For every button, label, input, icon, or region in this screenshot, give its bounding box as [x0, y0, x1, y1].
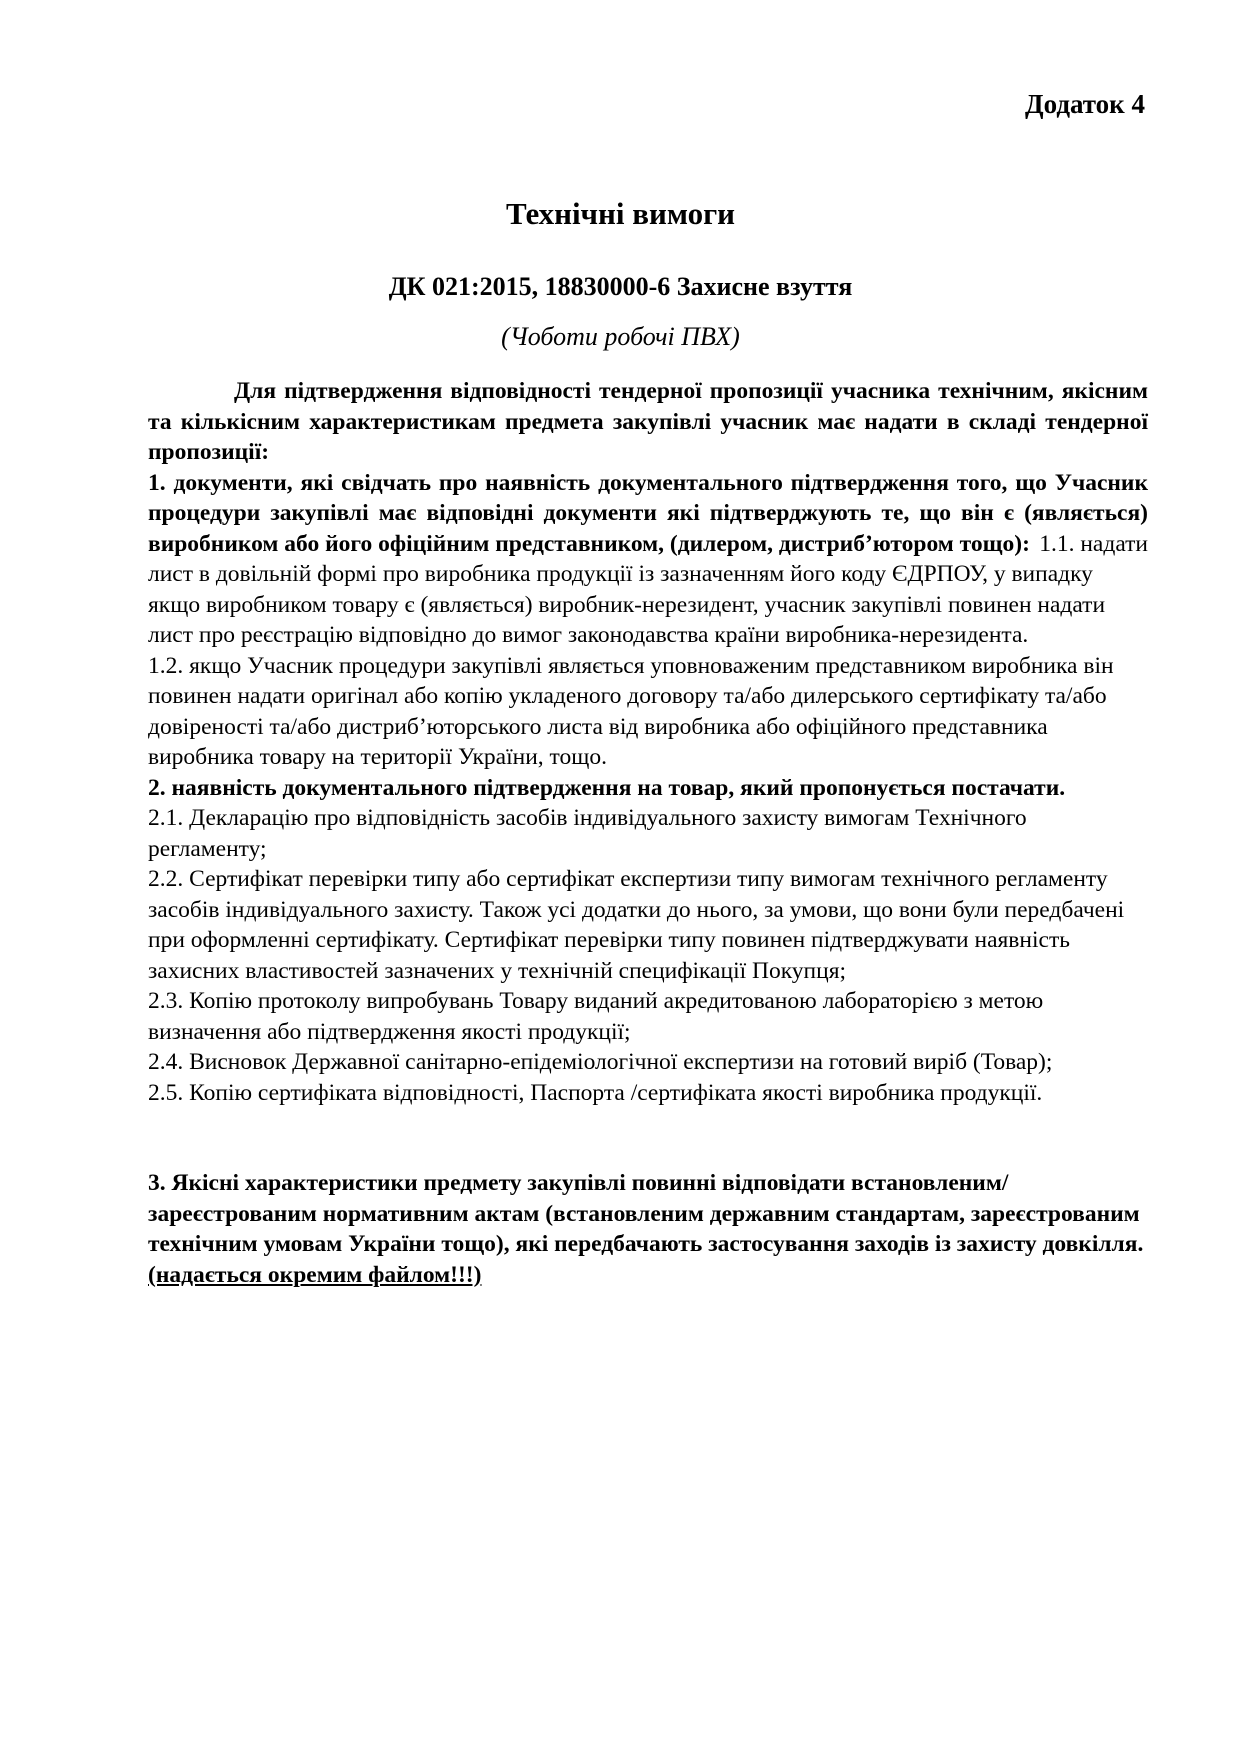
appendix-label: Додаток 4 — [1025, 89, 1145, 119]
section-3-text: 3. Якісні характеристики предмету закупівлі повинні відповідати встановленим/зареєстрованим нормативним актам (встановленим державним стандартам, зареєстрованим технічним умовам України тощо), які передбачають застосування заходів із захисту довкілля. — [148, 1170, 1144, 1257]
item-2-4-text: 2.4. Висновок Державної санітарно-епідеміологічної експертизи на готовий виріб (Товар); — [148, 1049, 1053, 1075]
section-1-heading — [148, 468, 1148, 560]
item-1-1-text: лист в довільній формі про виробника продукції із зазначенням його коду ЄДРПОУ, у випадку якщо виробником товару є (являється) виробник-нерезидент, учасник закупівлі повинен надати лист про реєстрацію відповідно до вимог законодавства країни виробника-нерезидента. — [148, 561, 1106, 648]
classification-code: ДК 021:2015, 18830000-6 Захисне взуття — [388, 272, 853, 301]
item-2-3-text: 2.3. Копію протоколу випробувань Товару виданий акредитованою лабораторією з метою визначення або підтвердження якості продукції; — [148, 988, 1044, 1045]
section-3-note: (надається окремим файлом!!!) — [148, 1261, 482, 1288]
item-1-2-text: 1.2. якщо Учасник процедури закупівлі являється уповноваженим представником виробника він повинен надати оригінал або копію укладеного договору та/або дилерського сертифікату та/або довіреності та/або дистриб’юторського листа від виробника або офіційного представника виробника товару на території України, тощо. — [148, 652, 1114, 770]
section-2-heading: 2. наявність документального підтвердження на товар, який пропонується постачати. — [148, 774, 1066, 801]
section-1 — [148, 468, 1148, 560]
item-2-1-text: 2.1. Декларацію про відповідність засобів індивідуального захисту вимогам Технічного регламенту; — [148, 805, 1027, 862]
item-1-1-label: 1.1. надати — [1039, 530, 1148, 557]
page-title: Технічні вимоги — [505, 196, 736, 231]
document-body — [148, 376, 1148, 1290]
section-3-paragraph — [148, 1168, 1148, 1290]
spacer — [148, 1138, 1148, 1168]
spacer — [148, 1108, 1148, 1138]
section-1-heading-text: 1. документи, які свідчать про наявність документального підтвердження того, що Учасник процедури закупівлі має відповідні документи які підтверджують те, що він є (являється) виробником або його офіційним представником, (дилером, дистриб’ютором тощо): — [148, 469, 1148, 557]
item-2-2-text: 2.2. Сертифікат перевірки типу або сертифікат експертизи типу вимогам технічного регламенту засобів індивідуального захисту. Також усі додатки до нього, за умови, що вони були передбачені при оформленні сертифікату. Сертифікат перевірки типу повинен підтверджувати наявність захисних властивостей зазначених у технічній специфікації Покупця; — [148, 866, 1125, 984]
product-name: (Чоботи робочі ПВХ) — [501, 322, 740, 351]
intro-paragraph: Для підтвердження відповідності тендерної пропозиції учасника технічним, якісним та кількісним характеристикам предмета закупівлі учасник має надати в складі тендерної пропозиції: — [148, 378, 1148, 465]
item-2-5-text: 2.5. Копію сертифіката відповідності, Паспорта /сертифіката якості виробника продукції. — [148, 1079, 1043, 1106]
